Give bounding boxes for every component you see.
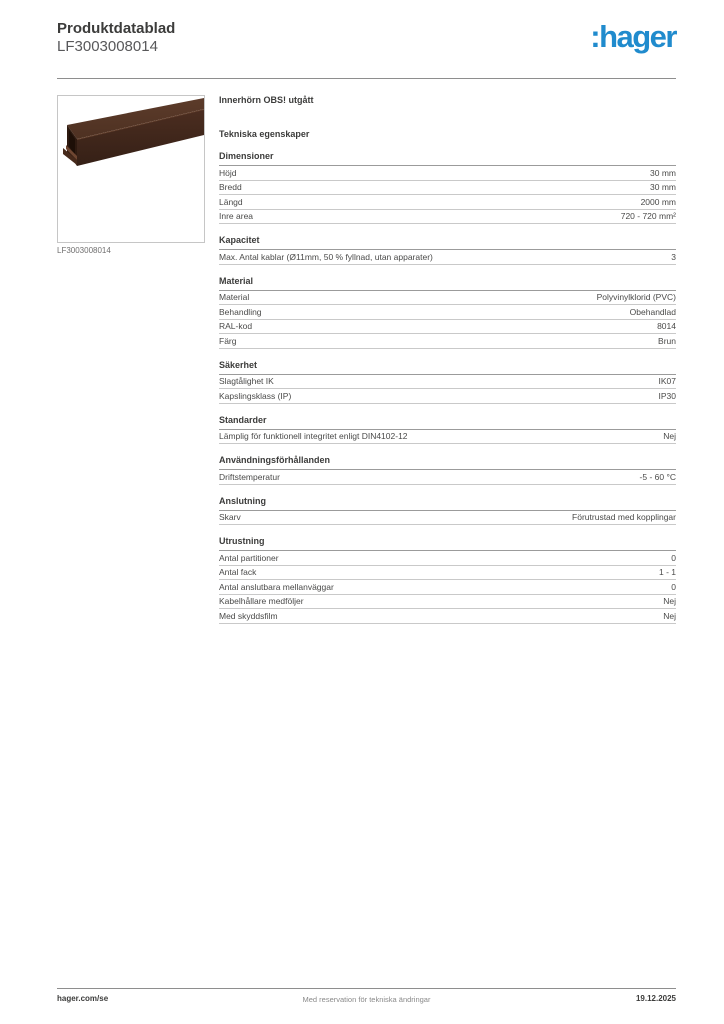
spec-sections (219, 151, 676, 624)
spec-row (219, 580, 676, 595)
spec-label: Driftstemperatur (219, 471, 280, 482)
spec-label: Inre area (219, 211, 254, 222)
header-divider (57, 78, 676, 79)
spec-value: -5 - 60 °C (639, 471, 676, 482)
spec-label: Längd (219, 196, 243, 207)
spec-row (219, 470, 676, 485)
footer-disclaimer: Med reservation för tekniska ändringar (302, 995, 431, 1004)
tech-properties-title: Tekniska egenskaper (219, 129, 310, 139)
spec-value: 720 - 720 mm² (620, 211, 676, 222)
spec-row (219, 389, 676, 404)
spec-label: Kapslingsklass (IP) (219, 390, 292, 401)
spec-row (219, 430, 676, 445)
footer-divider (57, 988, 676, 989)
spec-row (219, 291, 676, 306)
spec-value: 30 mm (650, 182, 676, 193)
spec-row (219, 511, 676, 526)
spec-section (219, 276, 676, 349)
spec-column (219, 95, 676, 624)
spec-value: 8014 (657, 321, 676, 332)
cable-trunking-image (58, 96, 204, 242)
page-header (57, 20, 676, 78)
spec-section (219, 235, 676, 265)
spec-row (219, 320, 676, 335)
spec-label: RAL-kod (219, 321, 253, 332)
spec-row (219, 305, 676, 320)
spec-label: Kabelhållare medföljer (219, 596, 304, 607)
spec-row (219, 566, 676, 581)
spec-row (219, 551, 676, 566)
footer-date: 19.12.2025 (635, 994, 676, 1003)
spec-value: 3 (671, 251, 676, 262)
spec-section (219, 496, 676, 526)
spec-label: Lämplig för funktionell integritet enligt DIN4102-12 (219, 431, 408, 442)
spec-value: 1 - 1 (658, 567, 676, 578)
section-title: Standarder (219, 415, 676, 430)
spec-row (219, 250, 676, 265)
section-title: Dimensioner (219, 151, 676, 166)
spec-section (219, 151, 676, 224)
spec-value: Nej (663, 610, 676, 621)
footer-site-link[interactable]: hager.com/se (57, 994, 109, 1003)
spec-row (219, 195, 676, 210)
section-title: Säkerhet (219, 360, 676, 375)
spec-label: Behandling (219, 306, 262, 317)
spec-label: Antal fack (219, 567, 257, 578)
spec-label: Slagtålighet IK (219, 376, 274, 387)
spec-label: Skarv (219, 512, 241, 523)
product-name: Innerhörn OBS! utgått (219, 95, 314, 105)
spec-label: Antal partitioner (219, 552, 279, 563)
spec-row (219, 334, 676, 349)
spec-section (219, 415, 676, 445)
spec-section (219, 455, 676, 485)
spec-row (219, 166, 676, 181)
spec-value: Förutrustad med kopplingar (572, 512, 676, 523)
spec-label: Material (219, 292, 250, 303)
spec-value: 0 (671, 552, 676, 563)
spec-label: Höjd (219, 167, 237, 178)
section-title: Kapacitet (219, 235, 676, 250)
spec-label: Max. Antal kablar (Ø11mm, 50 % fyllnad, utan apparater) (219, 251, 433, 262)
section-title: Utrustning (219, 536, 676, 551)
spec-value: IK07 (658, 376, 676, 387)
page-title: Produktdatablad (57, 20, 176, 37)
spec-row (219, 181, 676, 196)
spec-value: 2000 mm (640, 196, 676, 207)
spec-label: Färg (219, 335, 237, 346)
section-title: Anslutning (219, 496, 676, 511)
spec-label: Bredd (219, 182, 242, 193)
spec-value: Brun (658, 335, 676, 346)
spec-value: IP30 (658, 390, 676, 401)
section-title: Användningsförhållanden (219, 455, 676, 470)
spec-value: Obehandlad (629, 306, 676, 317)
spec-row (219, 595, 676, 610)
spec-section (219, 536, 676, 624)
spec-label: Med skyddsfilm (219, 610, 278, 621)
product-image-caption: LF3003008014 (57, 246, 111, 255)
spec-value: 30 mm (650, 167, 676, 178)
spec-section (219, 360, 676, 404)
spec-value: Nej (663, 431, 676, 442)
spec-row (219, 609, 676, 624)
spec-value: 0 (671, 581, 676, 592)
spec-row (219, 375, 676, 390)
spec-row (219, 210, 676, 225)
product-image-frame (57, 95, 205, 243)
spec-value: Polyvinylklorid (PVC) (596, 292, 676, 303)
product-code: LF3003008014 (57, 38, 158, 55)
page-footer (57, 994, 676, 1008)
spec-value: Nej (663, 596, 676, 607)
spec-label: Antal anslutbara mellanväggar (219, 581, 334, 592)
hager-logo: :hager (590, 19, 676, 54)
section-title: Material (219, 276, 676, 291)
